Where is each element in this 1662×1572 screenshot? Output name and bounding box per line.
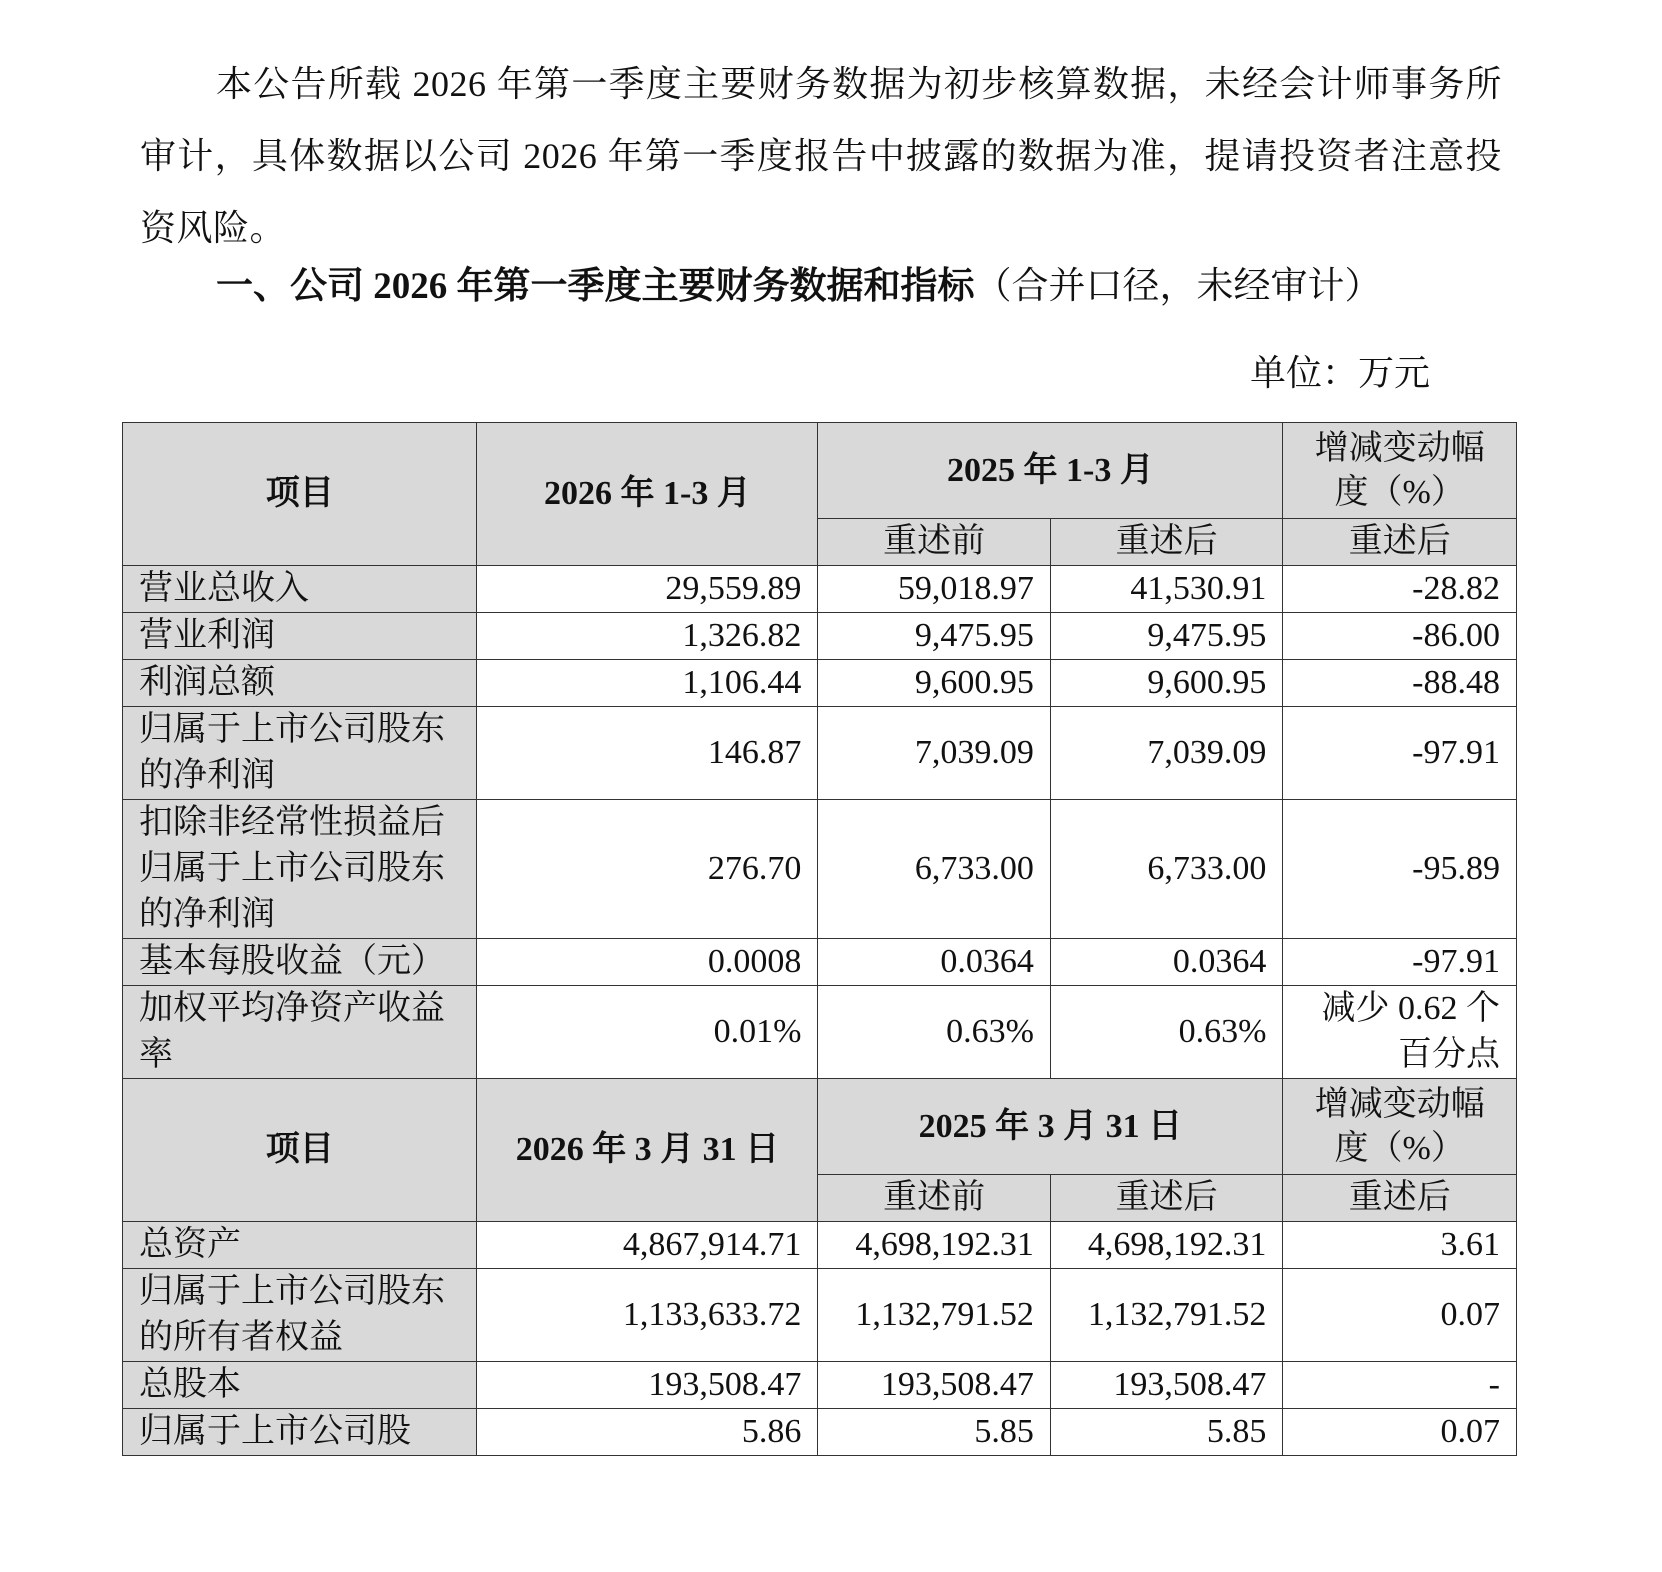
row-prior-before: 0.0364: [818, 939, 1051, 986]
row-current: 1,106.44: [477, 660, 818, 707]
row-change: -: [1283, 1362, 1517, 1409]
row-current: 146.87: [477, 707, 818, 800]
period-header-prior-before: 重述前: [818, 519, 1051, 566]
row-prior-after: 9,600.95: [1050, 660, 1283, 707]
row-change: -88.48: [1283, 660, 1517, 707]
row-change: 3.61: [1283, 1222, 1517, 1269]
row-change: -97.91: [1283, 939, 1517, 986]
row-prior-after: 4,698,192.31: [1050, 1222, 1283, 1269]
section-heading-main: 一、公司 2026 年第一季度主要财务数据和指标: [216, 266, 975, 307]
period-header-prior: 2025 年 1-3 月: [818, 423, 1283, 519]
table-row: [123, 800, 1517, 939]
row-current: 0.01%: [477, 986, 818, 1079]
table-row: [123, 939, 1517, 986]
row-prior-after: 193,508.47: [1050, 1362, 1283, 1409]
row-current: 0.0008: [477, 939, 818, 986]
date-header-change-after: 重述后: [1283, 1175, 1517, 1222]
period-header-change-after: 重述后: [1283, 519, 1517, 566]
table-row: [123, 1409, 1517, 1456]
row-prior-after: 0.63%: [1050, 986, 1283, 1079]
notice-paragraph: 本公告所载 2026 年第一季度主要财务数据为初步核算数据，未经会计师事务所审计，具体数据以公司 2026 年第一季度报告中披露的数据为准，提请投资者注意投资风险。: [140, 64, 1502, 248]
row-prior-after: 1,132,791.52: [1050, 1269, 1283, 1362]
row-current: 29,559.89: [477, 566, 818, 613]
table-row: [123, 566, 1517, 613]
row-change: -97.91: [1283, 707, 1517, 800]
row-label: 总资产: [123, 1222, 477, 1269]
row-label: 归属于上市公司股东的净利润: [123, 707, 477, 800]
row-label: 利润总额: [123, 660, 477, 707]
row-prior-before: 59,018.97: [818, 566, 1051, 613]
section-heading-note: （合并口径，未经审计）: [974, 266, 1382, 307]
row-label: 营业利润: [123, 613, 477, 660]
row-change: 减少 0.62 个百分点: [1283, 986, 1517, 1079]
row-prior-after: 0.0364: [1050, 939, 1283, 986]
row-change: -28.82: [1283, 566, 1517, 613]
row-prior-after: 7,039.09: [1050, 707, 1283, 800]
date-header-prior-after: 重述后: [1050, 1175, 1283, 1222]
row-current: 1,133,633.72: [477, 1269, 818, 1362]
row-prior-before: 6,733.00: [818, 800, 1051, 939]
row-label: 归属于上市公司股: [123, 1409, 477, 1456]
row-current: 276.70: [477, 800, 818, 939]
row-prior-before: 0.63%: [818, 986, 1051, 1079]
table-row: [123, 1269, 1517, 1362]
period-header-current: 2026 年 1-3 月: [477, 423, 818, 566]
date-header-prior-before: 重述前: [818, 1175, 1051, 1222]
row-label: 归属于上市公司股东的所有者权益: [123, 1269, 477, 1362]
table-row: [123, 986, 1517, 1079]
row-prior-before: 9,475.95: [818, 613, 1051, 660]
row-prior-before: 193,508.47: [818, 1362, 1051, 1409]
row-label: 营业总收入: [123, 566, 477, 613]
table-row: [123, 707, 1517, 800]
row-current: 1,326.82: [477, 613, 818, 660]
row-label: 总股本: [123, 1362, 477, 1409]
row-change: -86.00: [1283, 613, 1517, 660]
period-header-change: 增减变动幅度（%）: [1283, 423, 1517, 519]
row-prior-after: 6,733.00: [1050, 800, 1283, 939]
table-row: [123, 1362, 1517, 1409]
period-header-prior-after: 重述后: [1050, 519, 1283, 566]
row-current: 4,867,914.71: [477, 1222, 818, 1269]
financial-table: [122, 422, 1517, 1456]
section-heading: [216, 262, 1382, 312]
table-row: [123, 1222, 1517, 1269]
row-prior-before: 5.85: [818, 1409, 1051, 1456]
row-change: 0.07: [1283, 1269, 1517, 1362]
row-current: 193,508.47: [477, 1362, 818, 1409]
date-header-current: 2026 年 3 月 31 日: [477, 1079, 818, 1222]
row-prior-before: 7,039.09: [818, 707, 1051, 800]
row-prior-after: 41,530.91: [1050, 566, 1283, 613]
row-label: 加权平均净资产收益率: [123, 986, 477, 1079]
row-label: 扣除非经常性损益后归属于上市公司股东的净利润: [123, 800, 477, 939]
row-prior-before: 1,132,791.52: [818, 1269, 1051, 1362]
row-prior-after: 9,475.95: [1050, 613, 1283, 660]
row-prior-after: 5.85: [1050, 1409, 1283, 1456]
row-prior-before: 9,600.95: [818, 660, 1051, 707]
period-header-row: [123, 423, 1517, 519]
row-prior-before: 4,698,192.31: [818, 1222, 1051, 1269]
row-current: 5.86: [477, 1409, 818, 1456]
date-header-item: 项目: [123, 1079, 477, 1222]
row-label: 基本每股收益（元）: [123, 939, 477, 986]
row-change: -95.89: [1283, 800, 1517, 939]
date-header-row: [123, 1079, 1517, 1175]
table-row: [123, 613, 1517, 660]
row-change: 0.07: [1283, 1409, 1517, 1456]
table-row: [123, 660, 1517, 707]
period-header-item: 项目: [123, 423, 477, 566]
date-header-prior: 2025 年 3 月 31 日: [818, 1079, 1283, 1175]
unit-label: 单位：万元: [1249, 353, 1430, 393]
date-header-change: 增减变动幅度（%）: [1283, 1079, 1517, 1175]
